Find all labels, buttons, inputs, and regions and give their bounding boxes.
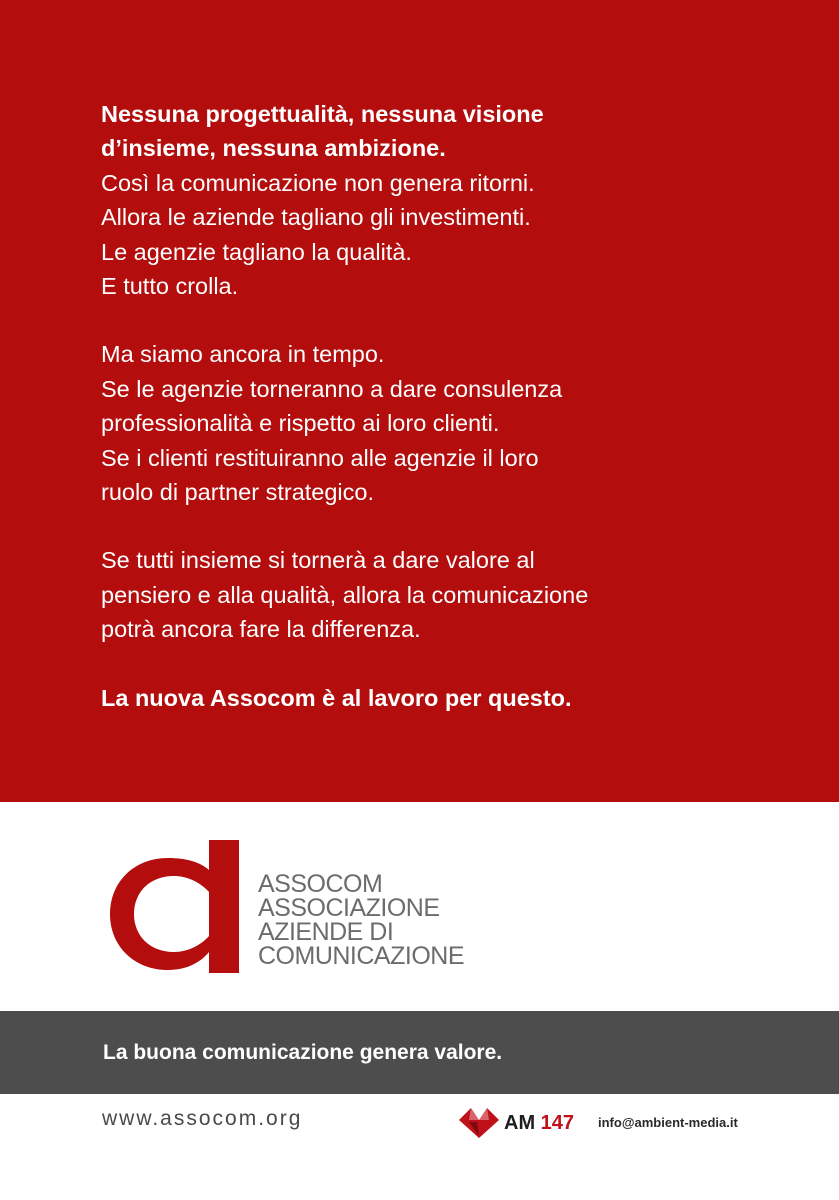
closing-paragraph <box>101 681 781 715</box>
assocom-ca-logo-mark <box>106 840 241 975</box>
body-line: Così la comunicazione non genera ritorni. <box>101 169 535 196</box>
logo-line-associazione: ASSOCIAZIONE <box>258 894 440 922</box>
paragraph-1 <box>101 97 781 303</box>
manifesto-copy <box>101 97 781 715</box>
body-line: Ma siamo ancora in tempo. <box>101 341 385 368</box>
body-line: Se tutti insieme si tornerà a dare valore al <box>101 547 535 574</box>
logo-wordmark <box>258 872 464 968</box>
slogan-text: La buona comunicazione genera valore. <box>103 1041 503 1064</box>
am-number: 147 <box>540 1112 575 1134</box>
body-line: ruolo di partner strategico. <box>101 479 375 506</box>
svg-text:C: C <box>147 876 197 958</box>
headline-line: d’insieme, nessuna ambizione. <box>101 135 446 162</box>
body-line: Se i clienti restituiranno alle agenzie il loro <box>101 444 539 471</box>
body-line: professionalità e rispetto ai loro clienti. <box>101 410 500 437</box>
body-line: pensiero e alla qualità, allora la comunicazione <box>101 581 589 608</box>
closing-line: La nuova Assocom è al lavoro per questo. <box>101 684 572 711</box>
website-link[interactable]: www.assocom.org <box>102 1107 303 1130</box>
headline-line: Nessuna progettualità, nessuna visione <box>101 101 544 127</box>
slogan-bar <box>0 1011 839 1094</box>
body-line: Le agenzie tagliano la qualità. <box>101 238 412 265</box>
body-line: Allora le aziende tagliano gli investimenti. <box>101 204 531 231</box>
paragraph-3 <box>101 543 781 646</box>
body-line: Se le agenzie torneranno a dare consulenza <box>101 375 563 402</box>
am-147-label <box>504 1112 574 1135</box>
footer <box>0 1094 839 1200</box>
logo-line-aziende-di: AZIENDE DI <box>258 918 394 946</box>
body-line: E tutto crolla. <box>101 273 239 300</box>
body-line: potrà ancora fare la differenza. <box>101 616 421 643</box>
paragraph-2 <box>101 337 781 509</box>
ambient-media-triangle-icon <box>457 1106 501 1140</box>
contact-email-link[interactable]: info@ambient-media.it <box>598 1115 738 1130</box>
am-prefix: AM <box>504 1112 536 1134</box>
logo-line-assocom: ASSOCOM <box>258 870 383 898</box>
assocom-logo <box>106 840 486 975</box>
logo-line-comunicazione: COMUNICAZIONE <box>258 942 464 970</box>
